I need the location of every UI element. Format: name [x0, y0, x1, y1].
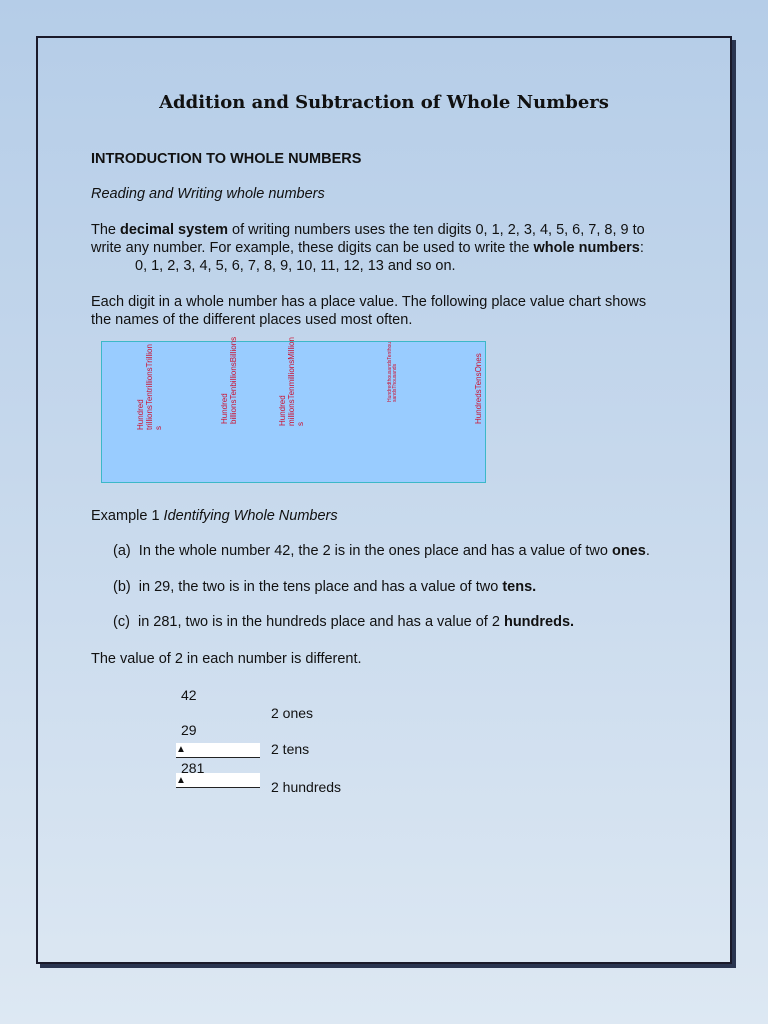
item-marker: (b)	[113, 579, 131, 595]
chart-label-billions: Hundred billionsTenbillionsBillions	[220, 336, 238, 424]
chart-label-trillions: Hundred trillionsTentrillionsTrillion s	[136, 344, 163, 430]
number-281: 281	[181, 760, 205, 776]
value-hundreds: 2 hundreds	[271, 779, 342, 795]
value-ones: 2 ones	[271, 705, 314, 721]
example-item-a	[113, 542, 703, 560]
up-arrow-icon: ▲	[176, 744, 186, 755]
item-marker: (c)	[113, 614, 130, 630]
item-marker: (a)	[113, 543, 131, 559]
example-heading	[91, 507, 338, 525]
place-value-intro-line2: the names of the different places used most often.	[91, 312, 413, 328]
decimal-system-term: decimal system	[120, 222, 229, 238]
chart-label-ones: HundredsTensOnes	[474, 353, 483, 424]
whole-numbers-term: whole numbers	[533, 240, 640, 256]
up-arrow-icon: ▲	[176, 775, 186, 786]
page-frame	[36, 36, 732, 964]
arrow-box-tens	[176, 743, 260, 758]
para1-text-2: of writing numbers uses the ten digits 0, 1, 2, 3, 4, 5, 6, 7, 8, 9 to	[228, 222, 645, 238]
example-title: Identifying Whole Numbers	[163, 508, 338, 524]
chart-label-thousands: HundredthousandsTenthou sandsThousands	[387, 341, 398, 402]
item-bold: ones	[611, 543, 646, 559]
summary-text: The value of 2 in each number is different.	[91, 651, 362, 667]
para1-text-3: write any number. For example, these digits can be used to write the	[91, 240, 534, 256]
item-bold: hundreds.	[503, 614, 575, 630]
item-text: In the whole number 42, the 2 is in the ones place and has a value of two	[138, 543, 612, 559]
subheading: Reading and Writing whole numbers	[91, 186, 325, 202]
digit-sequence: 0, 1, 2, 3, 4, 5, 6, 7, 8, 9, 10, 11, 12, 13 and so on.	[135, 258, 456, 274]
value-tens: 2 tens	[271, 741, 310, 757]
chart-label-millions: Hundred millionsTenmillionsMillion s	[278, 337, 305, 426]
place-value-intro-line1: Each digit in a whole number has a place value. The following place value chart shows	[91, 294, 647, 310]
para1-text-1: The	[91, 222, 121, 238]
item-text: in 29, the two is in the tens place and has a value of two	[138, 579, 503, 595]
place-value-chart	[101, 336, 486, 483]
paragraph-decimal-system	[91, 221, 691, 239]
example-item-b	[113, 578, 703, 596]
item-tail: .	[645, 543, 650, 559]
section-heading: INTRODUCTION TO WHOLE NUMBERS	[91, 151, 362, 167]
number-29: 29	[181, 722, 197, 738]
paragraph-whole-numbers	[91, 239, 691, 257]
example-label: Example 1	[91, 508, 164, 524]
number-42: 42	[181, 687, 197, 703]
page-title: Addition and Subtraction of Whole Numbers	[159, 92, 609, 113]
item-text: in 281, two is in the hundreds place and has a value of 2	[137, 614, 504, 630]
para1-text-4: :	[639, 240, 644, 256]
item-bold: tens.	[502, 579, 537, 595]
example-item-c	[113, 613, 703, 631]
